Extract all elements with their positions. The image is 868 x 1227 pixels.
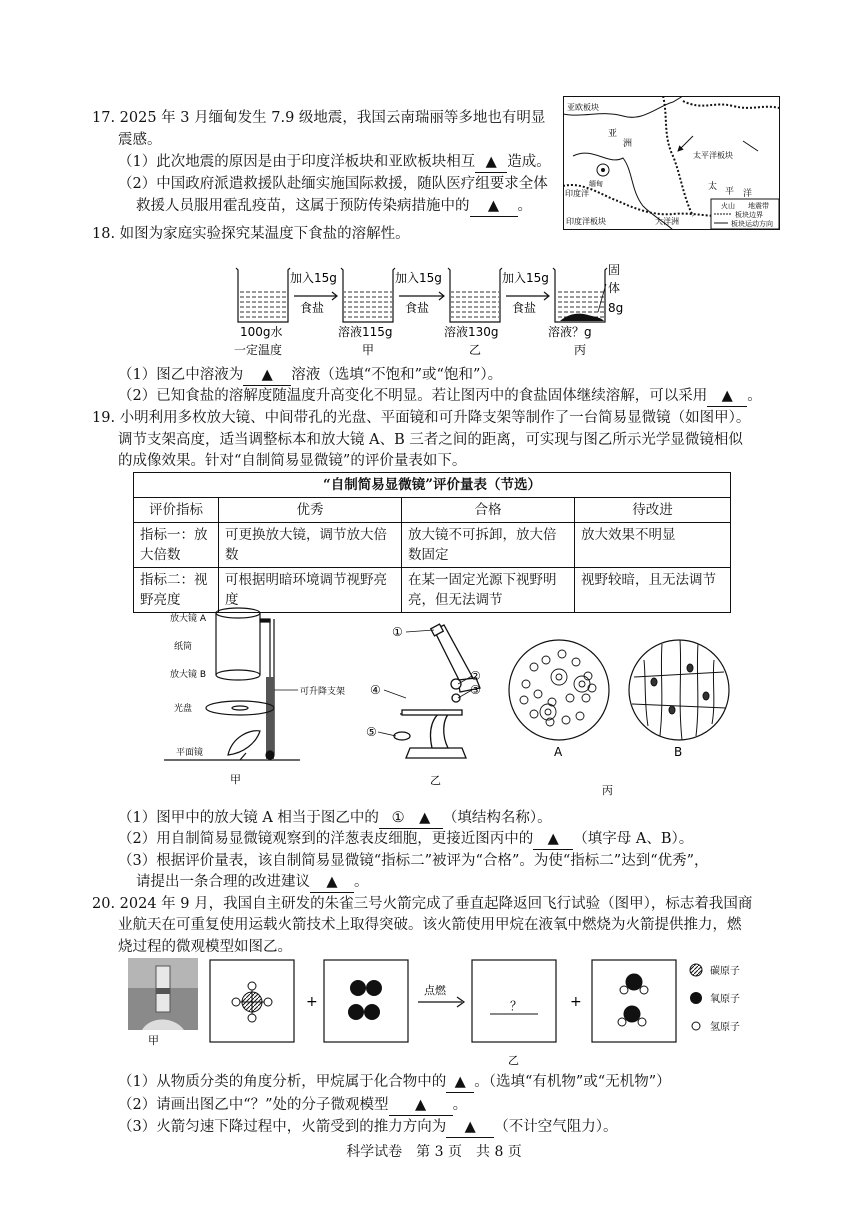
optical-microscope-figure [362,620,497,790]
salt-label: 食盐 [405,301,430,315]
fig-label: 可升降支架 [300,687,346,697]
fig-label: ③ [470,683,481,697]
beaker-label: 一定温度 [234,343,283,356]
map-legend: 火山 [721,202,735,210]
fig-caption: 丙 [602,784,613,797]
beaker-label: 甲 [362,343,375,356]
q20-number: 20. [92,896,116,912]
add-label: 加入15g [395,271,442,285]
table-header: 待改进 [575,498,731,523]
answer-blank[interactable]: ▲ [310,872,354,893]
q17-line1: 17. 2025 年 3 月缅甸发生 7.9 级地震，我国云南瑞丽等多地也有明显 [92,110,546,126]
q18-sub1: （1）图乙中溶液为 ▲ 溶液（选填“不饱和”或“饱和”）。 [118,365,502,386]
fig-label: 纸筒 [174,642,193,652]
fig-label: ④ [370,683,381,697]
beaker-label: 100g水 [240,325,283,339]
reaction-model-diagram [206,958,766,1066]
map-legend: 板块运动方向 [731,220,773,228]
answer-blank[interactable]: ▲ [243,365,291,386]
q20-line3: 烧过程的微观模型如图乙。 [118,939,292,955]
fig-caption: 甲 [230,773,241,785]
legend-label: 氢原子 [710,1022,740,1033]
map-label: 平 [725,187,735,197]
table-header: 评价指标 [134,498,219,523]
q20-sub2: （2）请画出图乙中“？”处的分子微观模型 ▲ 。 [118,1095,467,1116]
map-label: 印度洋板块 [566,217,606,226]
answer-blank[interactable]: ▲ [470,196,518,217]
homemade-microscope-figure [160,605,375,785]
q19-line3: 的成像效果。针对“自制简易显微镜”的评价量表如下。 [118,453,467,469]
map-label: 亚 [608,129,618,139]
q19-line2: 调节支架高度，适当调整标本和放大镜 A、B 三者之间的距离，可实现与图乙所示光学显微镜相似 [118,432,743,448]
answer-blank[interactable]: ▲ [446,1117,494,1138]
map-label: 太 [708,182,718,192]
q18-line1: 18. 如图为家庭实验探究某温度下食盐的溶解性。 [92,226,410,242]
fig-label: A [554,745,563,759]
q20-sub1: （1）从物质分类的角度分析，甲烷属于化合物中的 ▲ 。（选填“有机物”或“无机物”） [118,1072,671,1093]
q17-sub2-line2: 救援人员服用霍乱疫苗，这属于预防传染病措施中的 ▲ 。 [136,196,532,217]
beaker-label: 溶液115g [338,325,393,339]
map-label: 太平洋板块 [693,151,733,160]
salt-label: 食盐 [300,301,325,315]
table-title: “自制简易显微镜”评价量表（节选） [134,473,731,498]
table-cell: 视野较暗，且无法调节 [575,568,731,613]
beaker-label: 溶液130g [444,325,499,339]
unknown-mark: ？ [510,999,523,1013]
rocket-photo [128,958,198,1046]
q19-sub3-line1: （3）根据评价量表，该自制简易显微镜“指标二”被评为“合格”。为使“指标二”达到“优秀”， [118,853,709,869]
page-footer: 科学试卷 第 3 页 共 8 页 [346,1144,522,1160]
fig-label: ② [470,669,481,683]
map-label: 洲 [623,139,633,149]
cell-views-figure [504,632,734,797]
table-header: 优秀 [219,498,402,523]
solid-label: 8g [608,301,624,315]
beaker-label: 溶液？g [548,325,592,339]
table-cell: 指标一：放大倍数 [134,523,219,568]
solid-label: 固 [608,263,621,277]
q19-number: 19. [92,410,116,426]
table-cell: 指标二：视野亮度 [134,568,219,613]
q19-sub1: （1）图甲中的放大镜 A 相当于图乙中的 ① ▲ （填结构名称）。 [118,808,552,829]
answer-blank[interactable]: ▲ [533,829,573,850]
fig-label: 平面镜 [176,748,204,758]
map-label: 洋 [743,189,753,199]
fig-caption: 甲 [148,1034,159,1046]
evaluation-table [133,472,731,613]
map-legend: 地震带 [748,202,769,210]
plate-map [563,96,780,230]
solid-label: 体 [608,281,621,295]
salt-label: 食盐 [512,301,537,315]
map-label: 亚欧板块 [567,103,599,112]
fig-label: 放大镜 A [170,614,207,624]
table-cell: 可更换放大镜，调节放大倍数 [219,523,402,568]
table-cell: 在某一固定光源下视野明亮，但无法调节 [402,568,575,613]
q19-line1: 19. 小明利用多枚放大镜、中间带孔的光盘、平面镜和可升降支架等制作了一台简易显微镜（如图甲）。 [92,410,751,426]
map-label: 大洋洲 [655,217,679,226]
plus-sign: + [570,994,582,1010]
beaker-label: 丙 [574,343,587,356]
q18-sub2: （2）已知食盐的溶解度随温度升高变化不明显。若让图丙中的食盐固体继续溶解，可以采用 ▲ 。 [118,386,762,407]
q20-line2: 业航天在可重复使用运载火箭技术上取得突破。该火箭使用甲烷在液氧中燃烧为火箭提供推力，燃 [118,917,742,933]
fig-label: ⑤ [366,725,377,739]
map-label: 印度洋 [565,189,589,198]
table-row [134,523,731,568]
answer-blank[interactable]: ▲ [475,152,507,173]
fig-label: 光盘 [174,704,193,714]
answer-blank[interactable]: ▲ [446,1072,474,1093]
fig-label: ① [392,625,403,639]
table-cell: 放大镜不可拆卸，放大倍数固定 [402,523,575,568]
q17-sub1: （1）此次地震的原因是由于印度洋板块和亚欧板块相互 ▲ 造成。 [118,152,551,173]
answer-blank[interactable]: ▲ [389,1095,453,1116]
salt-dissolving-diagram [228,260,638,356]
add-label: 加入15g [502,271,549,285]
fig-caption: 乙 [508,1054,519,1066]
q17-line2: 震感。 [118,132,162,148]
fig-label: 放大镜 B [170,670,207,680]
q20-line1: 20. 2024 年 9 月，我国自主研发的朱雀三号火箭完成了垂直起降返回飞行试验（图甲），标志着我国商 [92,896,753,912]
q19-sub3-line2: 请提出一条合理的改进建议 ▲ 。 [136,872,369,893]
answer-blank[interactable]: ▲ [707,386,747,407]
table-cell: 可根据明暗环境调节视野亮度 [219,568,402,613]
fig-label: B [674,745,683,759]
map-label: 缅甸 [589,180,603,188]
q20-sub3: （3）火箭匀速下降过程中，火箭受到的推力方向为 ▲ （不计空气阻力）。 [118,1117,617,1138]
legend-label: 氧原子 [710,994,740,1005]
q19-sub2: （2）用自制简易显微镜观察到的洋葱表皮细胞，更接近图丙中的 ▲ （填字母 A、B）。 [118,829,693,850]
legend-label: 碳原子 [710,966,740,977]
q18-number: 18. [92,226,116,242]
table-cell: 放大效果不明显 [575,523,731,568]
q17-number: 17. [92,110,116,126]
answer-blank[interactable]: ① ▲ [379,808,443,829]
table-header: 合格 [402,498,575,523]
fig-caption: 乙 [430,774,441,787]
add-label: 加入15g [290,271,337,285]
map-legend: 板块边界 [735,211,763,219]
plus-sign: + [306,994,318,1010]
arrow-label: 点燃 [424,984,446,997]
q17-sub2-line1: （2）中国政府派遣救援队赴缅实施国际救援，随队医疗组要求全体 [118,176,548,192]
beaker-label: 乙 [469,343,482,356]
